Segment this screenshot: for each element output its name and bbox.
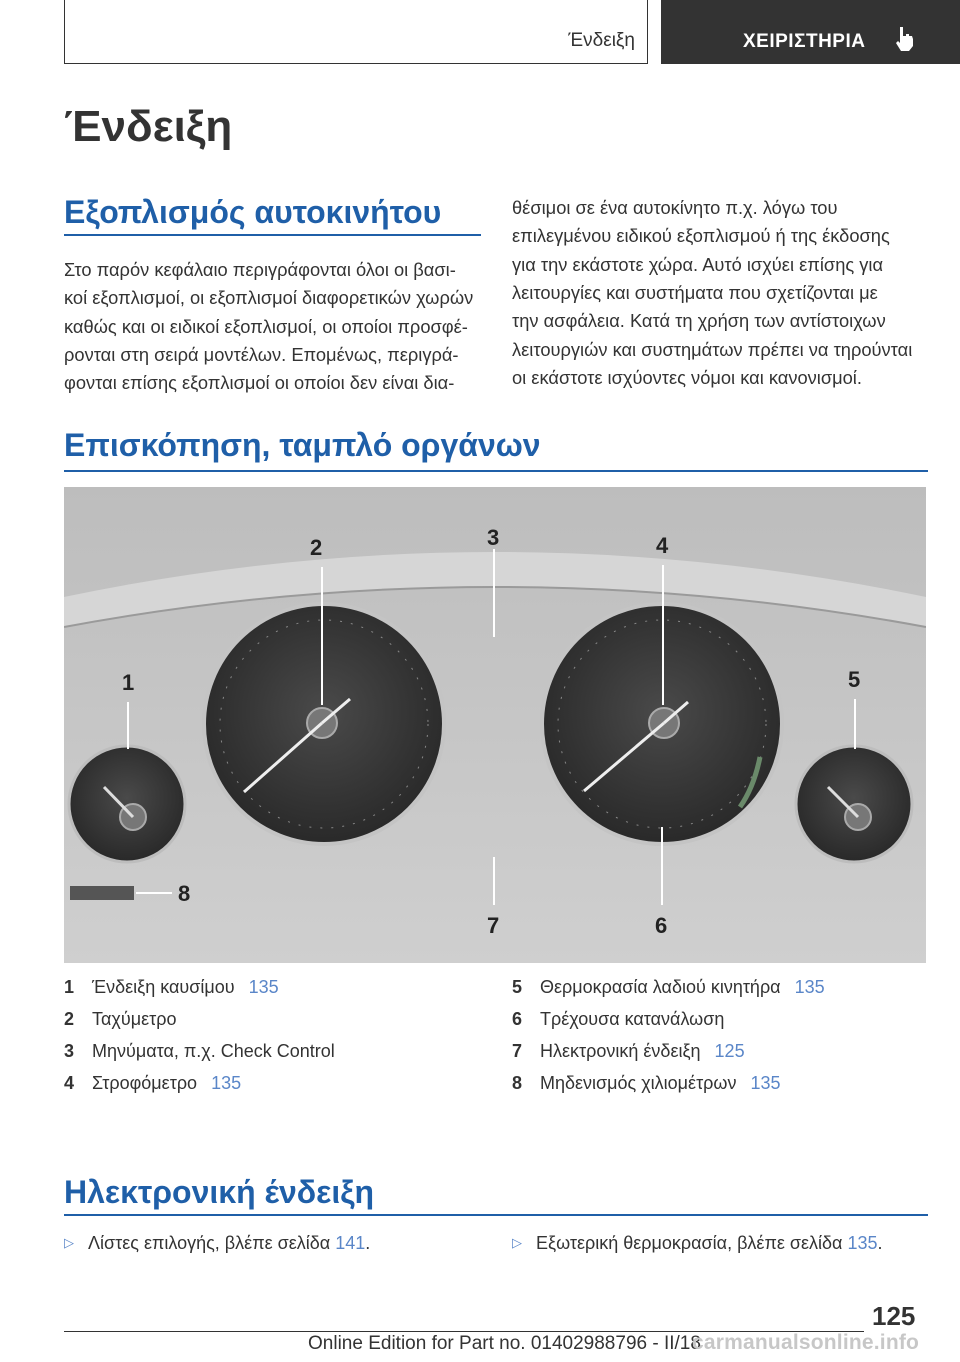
- header-section-box: [64, 0, 648, 64]
- text-line: φονται επίσης εξοπλισμοί οι οποίοι δεν είναι δια‐: [64, 372, 455, 394]
- text-line: λειτουργίες και συστήματα που σχετίζονται με: [512, 281, 878, 303]
- page-title: Ένδειξη: [64, 102, 233, 151]
- text-line: για την εκάστοτε χώρα. Αυτό ισχύει επίσης για: [512, 253, 884, 275]
- page-ref-link[interactable]: 135: [248, 977, 279, 997]
- watermark: carmanualsonline.info: [692, 1331, 920, 1354]
- text-line: την ασφάλεια. Κατά τη χρήση των αντίστοιχων: [512, 310, 886, 332]
- legend-text: Μηδενισμός χιλιομέτρων 135: [540, 1073, 781, 1093]
- legend-left: [64, 971, 484, 1099]
- legend-number: 2: [64, 1009, 75, 1029]
- bullet-selection-lists: ▷ Λίστες επιλογής, βλέπε σελίδα 141.: [64, 1233, 371, 1253]
- legend-number: 1: [64, 977, 75, 997]
- bullet-outside-temperature: ▷ Εξωτερική θερμοκρασία, βλέπε σελίδα 135.: [512, 1233, 883, 1253]
- page-ref-link[interactable]: 141: [335, 1233, 366, 1253]
- legend-item: [64, 1003, 484, 1035]
- legend-number: 3: [64, 1041, 75, 1061]
- legend-item: [64, 1035, 484, 1067]
- text-line: Στο παρόν κεφάλαιο περιγράφονται όλοι οι βασι‐: [64, 259, 456, 280]
- legend-text: Ταχύμετρο: [92, 1009, 177, 1029]
- equipment-rule: [64, 234, 481, 236]
- legend-text: Ηλεκτρονική ένδειξη 125: [540, 1041, 745, 1061]
- electronic-rule: [64, 1214, 928, 1216]
- page-ref-link[interactable]: 135: [750, 1073, 781, 1093]
- callout-8: 8: [178, 881, 191, 906]
- text-line: θέσιμοι σε ένα αυτοκίνητο π.χ. λόγω του: [512, 197, 838, 218]
- header-chapter-box: [661, 0, 960, 64]
- legend-item: [512, 1035, 932, 1067]
- legend-text: Μηνύματα, π.χ. Check Control: [92, 1041, 335, 1061]
- text-line: καθώς και οι ειδικοί εξοπλισμοί, οι οποίοι προσφέ‐: [64, 315, 468, 337]
- equipment-heading: Εξοπλισμός αυτοκινήτου: [64, 194, 442, 230]
- callout-6: 6: [655, 913, 668, 938]
- text-line: λειτουργιών και συστημάτων πρέπει να τηρούνται: [512, 338, 913, 360]
- legend-number: 8: [512, 1073, 523, 1093]
- callout-2: 2: [310, 535, 323, 560]
- legend-text: Στροφόμετρο 135: [92, 1073, 242, 1093]
- page-ref-link[interactable]: 135: [847, 1233, 878, 1253]
- callout-7: 7: [487, 913, 500, 938]
- footer-edition: Online Edition for Part no. 01402988796 - II/18: [308, 1333, 701, 1354]
- callout-4: 4: [656, 533, 669, 558]
- callout-3: 3: [487, 525, 500, 550]
- callout-1: 1: [122, 670, 135, 695]
- legend-text: Ένδειξη καυσίμου 135: [92, 977, 279, 997]
- legend-number: 4: [64, 1073, 75, 1093]
- legend-text: Τρέχουσα κατανάλωση: [540, 1009, 725, 1029]
- page-ref-link[interactable]: 135: [211, 1073, 242, 1093]
- legend-item: [512, 1067, 932, 1099]
- legend-item: [64, 971, 484, 1003]
- page-ref-link[interactable]: 125: [714, 1041, 745, 1061]
- bullet-triangle-icon: ▷: [512, 1235, 522, 1250]
- text-line: οι εκάστοτε ισχύοντες νόμοι και κανονισμοί.: [512, 366, 862, 388]
- legend-item: [512, 1003, 932, 1035]
- text-line: ρονται στη σειρά μοντέλων. Επομένως, περιγρά‐: [64, 343, 459, 365]
- header-chapter-label: ΧΕΙΡΙΣΤΗΡΙΑ: [743, 31, 866, 52]
- page-ref-link[interactable]: 135: [794, 977, 825, 997]
- overview-heading: Επισκόπηση, ταμπλό οργάνων: [64, 427, 541, 463]
- text-line: κοί εξοπλισμοί, οι εξοπλισμοί διαφορετικών χωρών: [64, 287, 474, 309]
- overview-rule: [64, 470, 928, 472]
- header-section-label: Ένδειξη: [568, 30, 635, 51]
- instrument-cluster-image: [64, 487, 926, 963]
- page-number: 125: [872, 1301, 916, 1331]
- legend-number: 7: [512, 1041, 523, 1061]
- legend-number: 6: [512, 1009, 523, 1029]
- electronic-heading: Ηλεκτρονική ένδειξη: [64, 1174, 375, 1210]
- legend-text: Θερμοκρασία λαδιού κινητήρα 135: [540, 977, 825, 997]
- hand-pointer-icon: [893, 26, 915, 52]
- legend-item: [512, 971, 932, 1003]
- legend-right: [512, 971, 932, 1099]
- text-line: επιλεγμένου ειδικού εξοπλισμού ή της έκδοσης: [512, 225, 890, 247]
- legend-number: 5: [512, 977, 523, 997]
- bullet-triangle-icon: ▷: [64, 1235, 74, 1250]
- legend-item: [64, 1067, 484, 1099]
- callout-5: 5: [848, 667, 861, 692]
